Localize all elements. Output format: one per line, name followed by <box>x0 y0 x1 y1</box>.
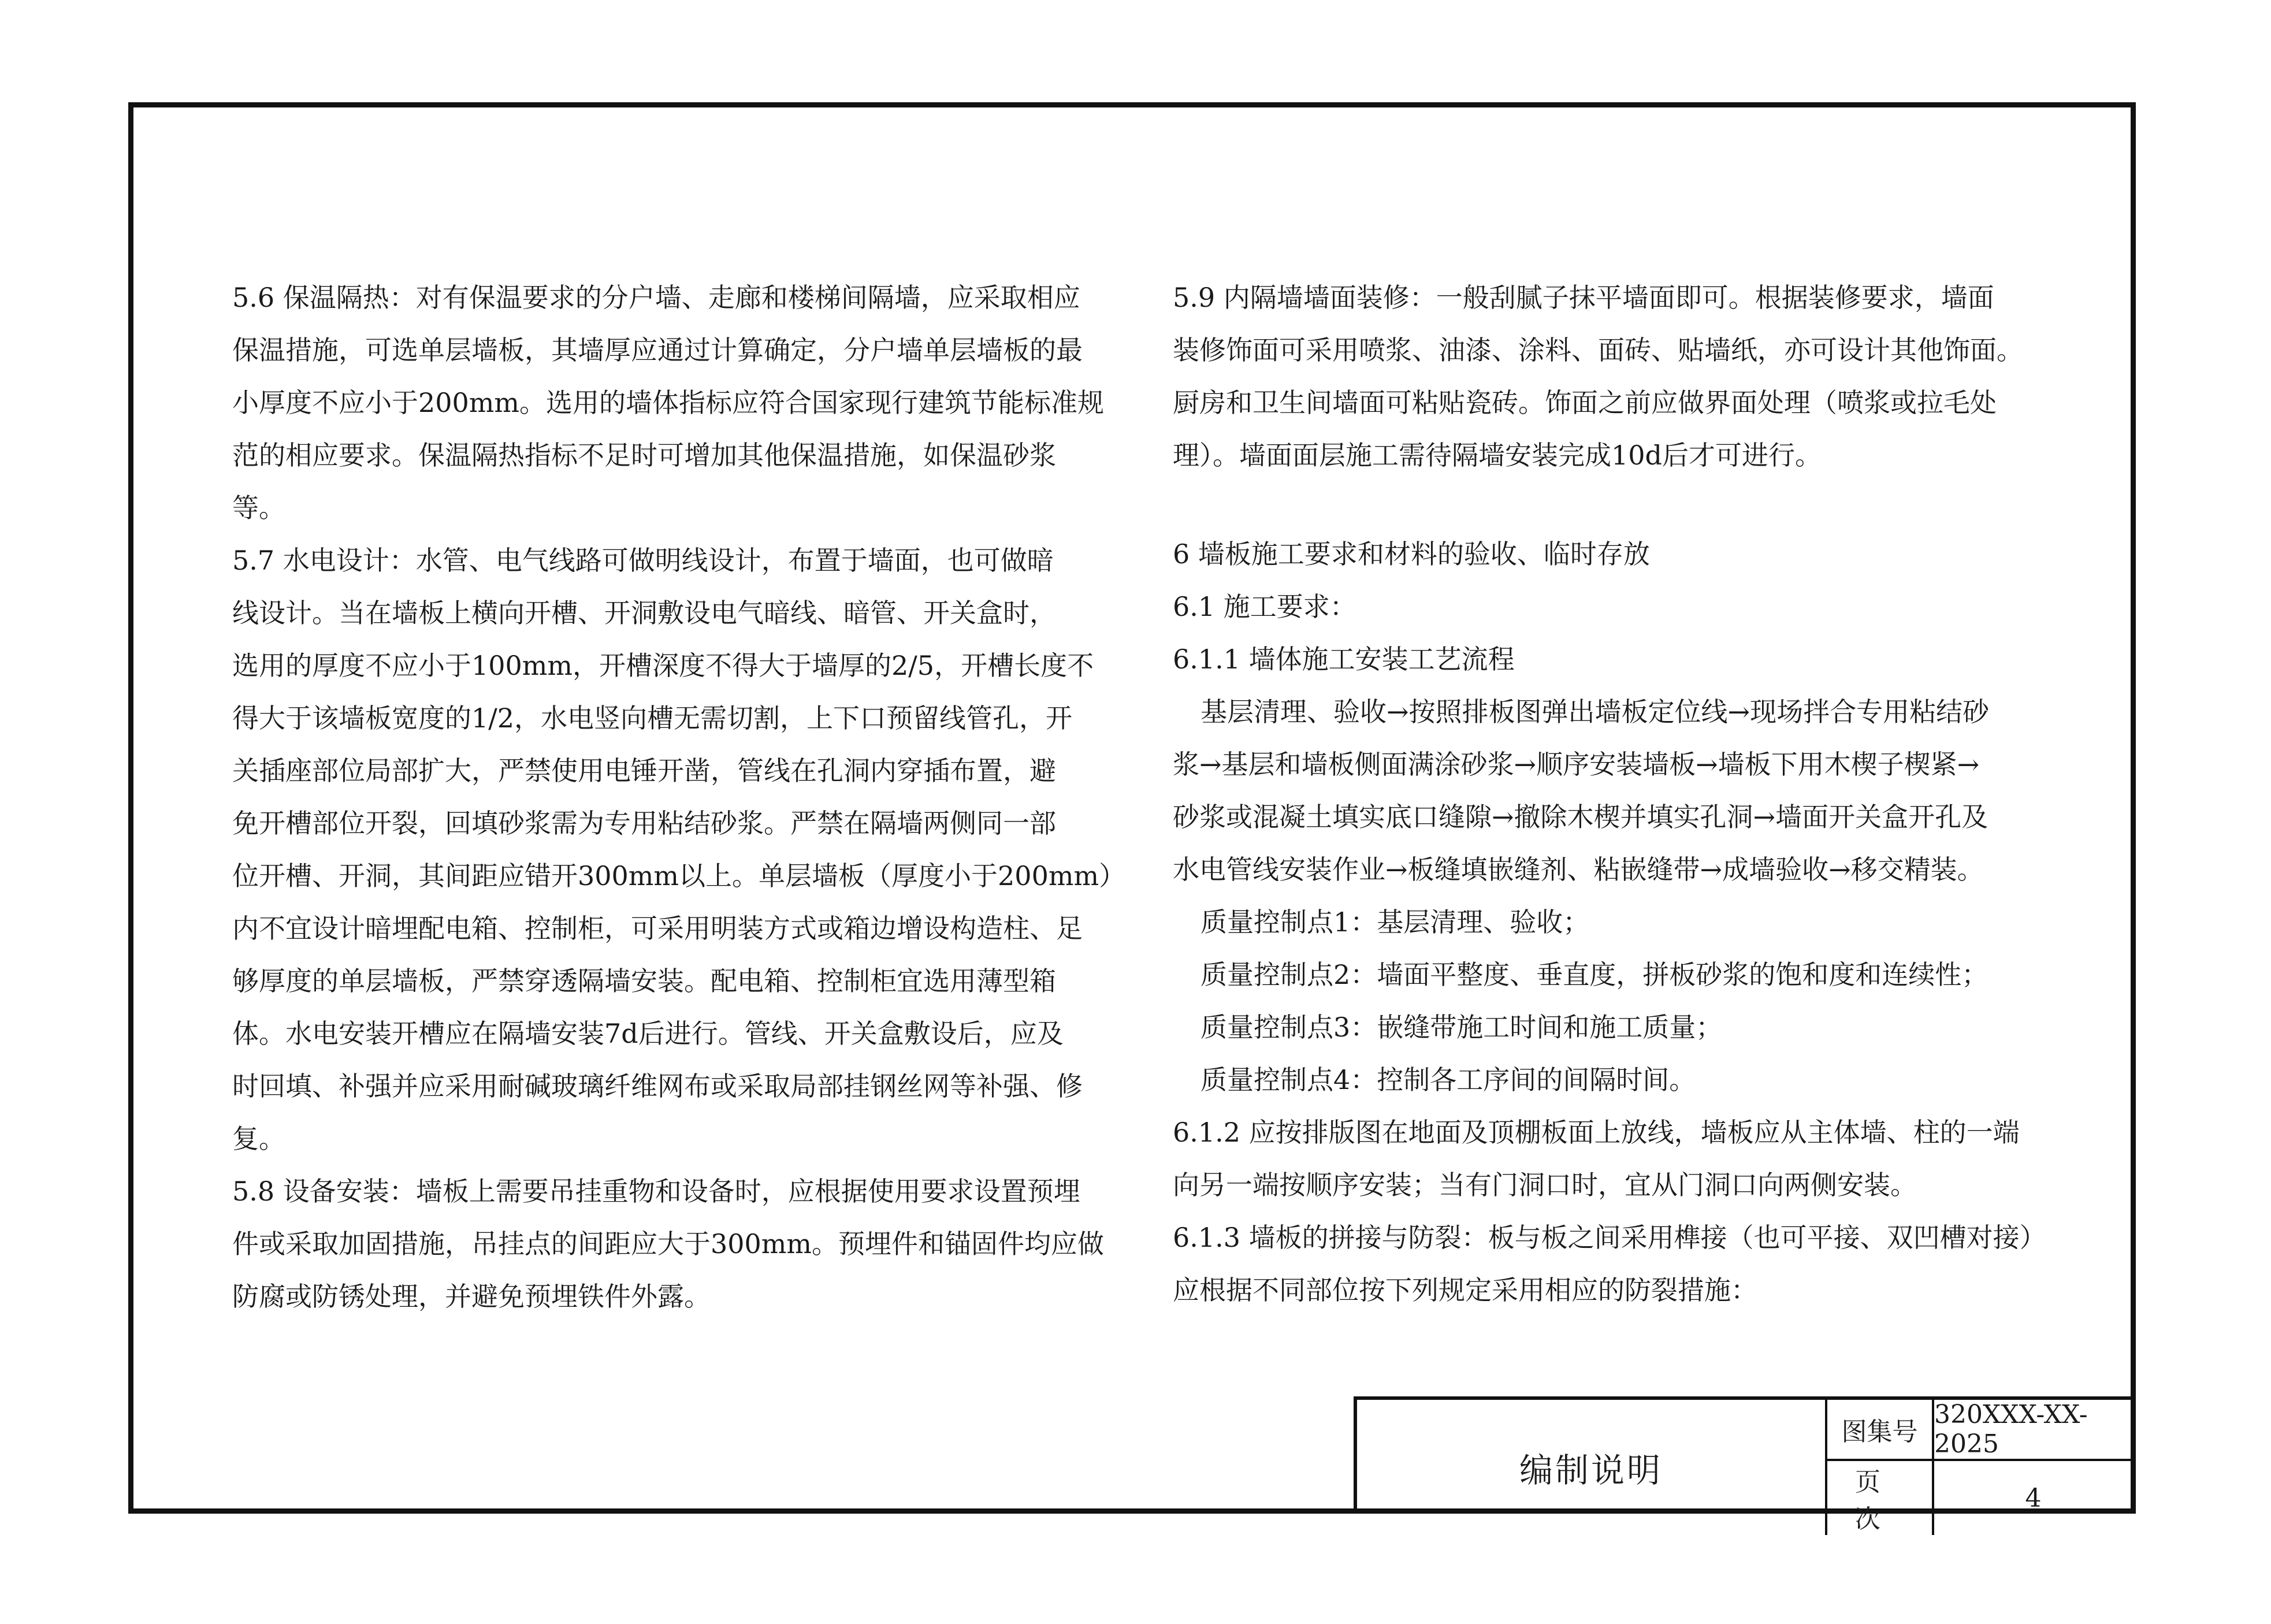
text-line: 够厚度的单层墙板，严禁穿透隔墙安装。配电箱、控制柜宜选用薄型箱 <box>232 965 1056 997</box>
atlas-number-value: 320XXX-XX-2025 <box>1934 1400 2132 1461</box>
left-text-column <box>232 272 1126 1323</box>
flow-line: 水电管线安装作业→板缝填嵌缝剂、粘嵌缝带→成墙验收→移交精装。 <box>1173 854 1984 885</box>
text-line: 关插座部位局部扩大，严禁使用电锤开凿，管线在孔洞内穿插布置，避 <box>232 755 1056 786</box>
page-number: 4 <box>2025 1483 2042 1513</box>
flow-line: 基层清理、验收→按照排板图弹出墙板定位线→现场拌合专用粘结砂 <box>1200 696 1990 727</box>
flow-line: 浆→基层和墙板侧面满涂砂浆→顺序安装墙板→墙板下用木楔子楔紧→ <box>1173 749 1980 780</box>
text-line: 5.6 保温隔热：对有保温要求的分户墙、走廊和楼梯间隔墙，应采取相应 <box>232 282 1080 313</box>
text-line: 防腐或防锈处理，并避免预埋铁件外露。 <box>232 1281 711 1312</box>
text-line: 选用的厚度不应小于100mm，开槽深度不得大于墙厚的2/5，开槽长度不 <box>232 650 1094 681</box>
text-line: 5.9 内隔墙墙面装修：一般刮腻子抹平墙面即可。根据装修要求，墙面 <box>1173 282 1994 313</box>
text-line: 5.8 设备安装：墙板上需要吊挂重物和设备时，应根据使用要求设置预埋 <box>232 1176 1080 1207</box>
drawing-title: 编制说明 <box>1357 1400 1827 1535</box>
text-line: 5.7 水电设计：水管、电气线路可做明线设计，布置于墙面，也可做暗 <box>232 545 1054 576</box>
title-block <box>1354 1396 2136 1534</box>
quality-point: 质量控制点2：墙面平整度、垂直度，拼板砂浆的饱和度和连续性； <box>1200 959 1988 990</box>
right-text-column <box>1173 272 2074 1317</box>
text-line: 内不宜设计暗埋配电箱、控制柜，可采用明装方式或箱边增设构造柱、足 <box>232 913 1083 944</box>
atlas-number-label: 图集号 <box>1827 1400 1934 1461</box>
text-line: 位开槽、开洞，其间距应错开300mm以上。单层墙板（厚度小于200mm） <box>232 860 1126 891</box>
text-line: 小厚度不应小于200mm。选用的墙体指标应符合国家现行建筑节能标准规 <box>232 387 1105 418</box>
text-line: 向另一端按顺序安装；当有门洞口时，宜从门洞口向两侧安装。 <box>1173 1169 1917 1201</box>
text-line: 复。 <box>232 1123 285 1154</box>
page-label: 页次 <box>1827 1461 1934 1535</box>
text-line: 时回填、补强并应采用耐碱玻璃纤维网布或采取局部挂钢丝网等补强、修 <box>232 1071 1083 1102</box>
text-line: 6.1.2 应按排版图在地面及顶棚板面上放线，墙板应从主体墙、柱的一端 <box>1173 1117 2020 1148</box>
text-line: 应根据不同部位按下列规定采用相应的防裂措施： <box>1173 1274 1757 1306</box>
section-heading: 6.1 施工要求： <box>1173 591 1356 622</box>
text-line: 件或采取加固措施，吊挂点的间距应大于300mm。预埋件和锚固件均应做 <box>232 1228 1105 1259</box>
text-line: 理）。墙面面层施工需待隔墙安装完成10d后才可进行。 <box>1173 440 1822 471</box>
text-line: 装修饰面可采用喷浆、油漆、涂料、面砖、贴墙纸，亦可设计其他饰面。 <box>1173 335 2023 366</box>
text-line: 得大于该墙板宽度的1/2，水电竖向槽无需切割，上下口预留线管孔，开 <box>232 703 1073 734</box>
text-line: 免开槽部位开裂，回填砂浆需为专用粘结砂浆。严禁在隔墙两侧同一部 <box>232 808 1056 839</box>
text-line: 线设计。当在墙板上横向开槽、开洞敷设电气暗线、暗管、开关盒时， <box>232 597 1056 629</box>
quality-point: 质量控制点1：基层清理、验收； <box>1200 906 1590 938</box>
section-heading: 6.1.1 墙体施工安装工艺流程 <box>1173 644 1515 675</box>
section-heading: 6 墙板施工要求和材料的验收、临时存放 <box>1173 538 1650 570</box>
text-line: 保温措施，可选单层墙板，其墙厚应通过计算确定，分户墙单层墙板的最 <box>232 335 1083 366</box>
text-line: 范的相应要求。保温隔热指标不足时可增加其他保温措施，如保温砂浆 <box>232 440 1056 471</box>
text-line: 等。 <box>232 492 285 523</box>
text-line: 体。水电安装开槽应在隔墙安装7d后进行。管线、开关盒敷设后，应及 <box>232 1018 1064 1049</box>
quality-point: 质量控制点3：嵌缝带施工时间和施工质量； <box>1200 1012 1723 1043</box>
flow-line: 砂浆或混凝土填实底口缝隙→撤除木楔并填实孔洞→墙面开关盒开孔及 <box>1173 801 1988 833</box>
quality-point: 质量控制点4：控制各工序间的间隔时间。 <box>1200 1064 1696 1095</box>
text-line: 6.1.3 墙板的拼接与防裂：板与板之间采用榫接（也可平接、双凹槽对接） <box>1173 1222 2046 1253</box>
section-gap <box>1173 482 2074 528</box>
text-line: 厨房和卫生间墙面可粘贴瓷砖。饰面之前应做界面处理（喷浆或拉毛处 <box>1173 387 1997 418</box>
